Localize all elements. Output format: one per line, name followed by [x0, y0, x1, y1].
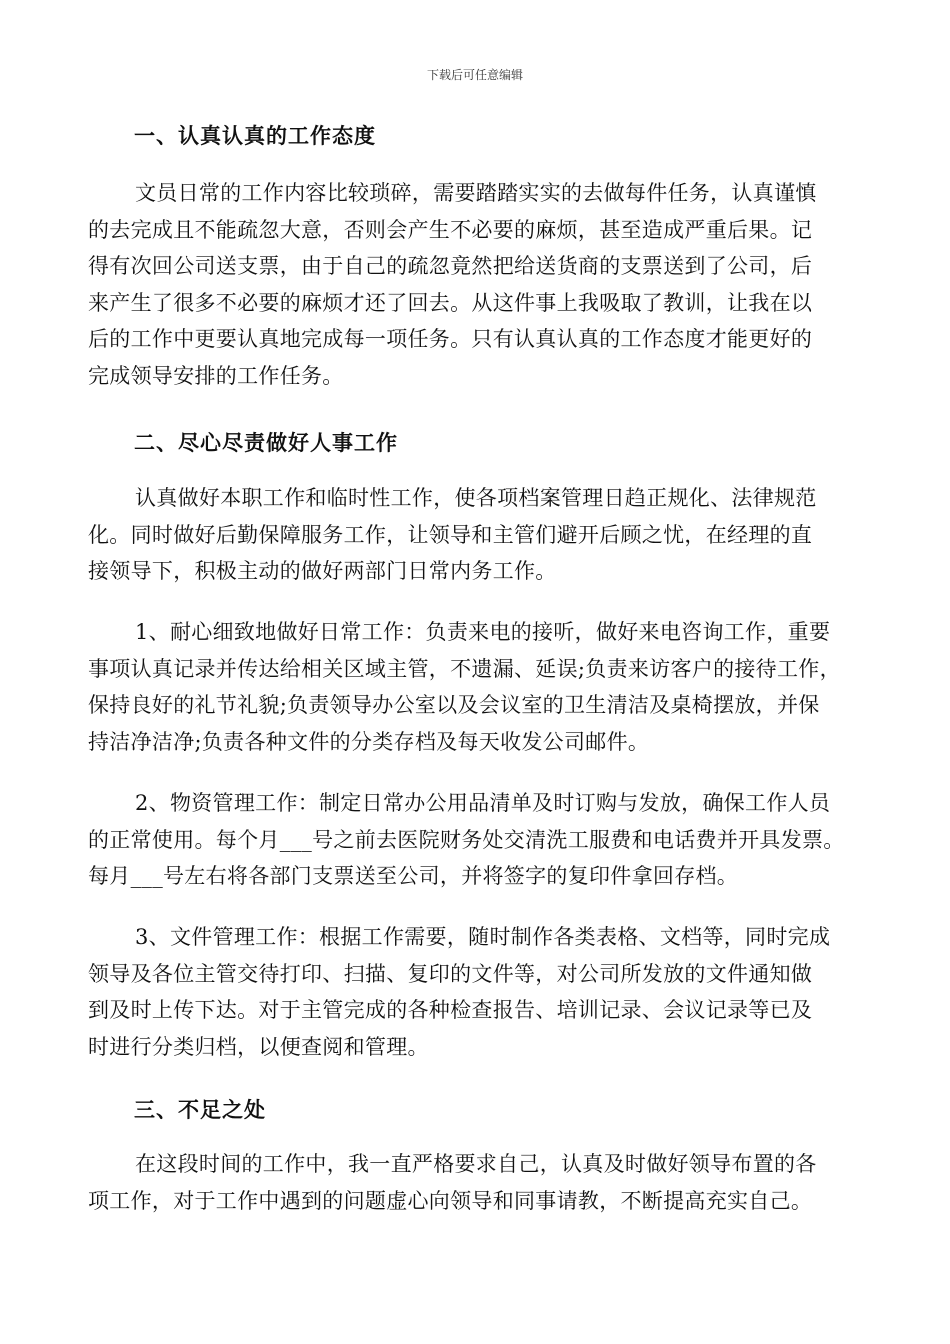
text-line: 的正常使用。每个月___号之前去医院财务处交清洗工服费和电话费并开具发票。	[88, 827, 845, 852]
text-line: 持洁净洁净;负责各种文件的分类存档及每天收发公司邮件。	[88, 729, 650, 754]
text-line: 的去完成且不能疏忽大意，否则会产生不必要的麻烦，甚至造成严重后果。记	[88, 217, 813, 242]
text-line: 每月___号左右将各部门支票送至公司，并将签字的复印件拿回存档。	[88, 864, 739, 888]
paragraph	[88, 614, 858, 760]
text-line: 3、文件管理工作：根据工作需要，随时制作各类表格、文档等，同时完成	[135, 925, 831, 949]
text-line: 领导及各位主管交待打印、扫描、复印的文件等，对公司所发放的文件通知做	[88, 961, 813, 986]
paragraph	[88, 1146, 858, 1219]
text-line: 后的工作中更要认真地完成每一项任务。只有认真认真的工作态度才能更好的	[88, 327, 813, 351]
text-line: 项工作，对于工作中遇到的问题虚心向领导和同事请教，不断提高充实自己。	[88, 1188, 813, 1213]
page-header-note: 下载后可任意编辑	[426, 68, 523, 82]
text-line: 保持良好的礼节礼貌;负责领导办公室以及会议室的卫生清洁及桌椅摆放，并保	[88, 693, 820, 717]
text-line: 在这段时间的工作中，我一直严格要求自己，认真及时做好领导布置的各	[135, 1152, 817, 1176]
text-line: 时进行分类归档，以便查阅和管理。	[88, 1034, 429, 1059]
text-line: 2、物资管理工作：制定日常办公用品清单及时订购与发放，确保工作人员	[135, 791, 831, 815]
text-line: 完成领导安排的工作任务。	[88, 363, 344, 388]
paragraph	[88, 785, 858, 895]
text-line: 到及时上传下达。对于主管完成的各种检查报告、培训记录、会议记录等已及	[88, 998, 813, 1022]
section-heading: 一、认真认真的工作态度	[134, 124, 376, 148]
text-line: 1、耐心细致地做好日常工作：负责来电的接听，做好来电咨询工作，重要	[135, 620, 831, 644]
text-line: 化。同时做好后勤保障服务工作，让领导和主管们避开后顾之忧，在经理的直	[88, 522, 813, 547]
section-heading: 二、尽心尽责做好人事工作	[134, 431, 398, 455]
paragraph	[88, 480, 858, 590]
text-line: 接领导下，积极主动的做好两部门日常内务工作。	[88, 559, 557, 583]
paragraph	[88, 919, 858, 1065]
text-line: 文员日常的工作内容比较琐碎，需要踏踏实实的去做每件任务，认真谨慎	[135, 181, 817, 205]
text-line: 得有次回公司送支票，由于自己的疏忽竟然把给送货商的支票送到了公司，后	[88, 254, 813, 278]
text-line: 认真做好本职工作和临时性工作，使各项档案管理日趋正规化、法律规范	[135, 486, 817, 510]
paragraph	[88, 175, 858, 394]
text-line: 事项认真记录并传达给相关区域主管，不遗漏、延误;负责来访客户的接待工作，	[88, 656, 841, 681]
section-heading: 三、不足之处	[134, 1098, 266, 1122]
text-line: 来产生了很多不必要的麻烦才还了回去。从这件事上我吸取了教训，让我在以	[88, 290, 813, 315]
